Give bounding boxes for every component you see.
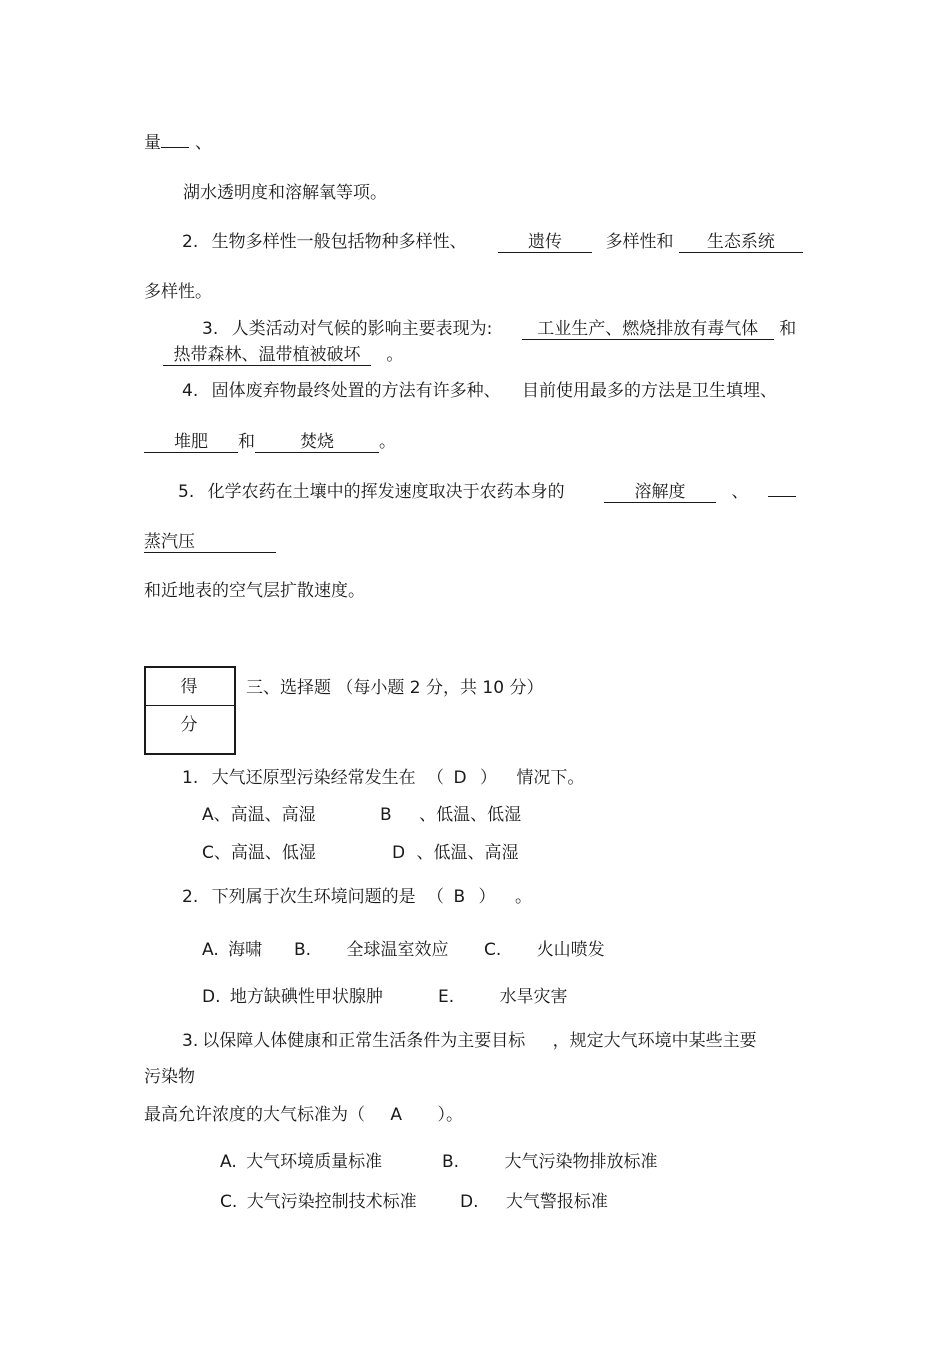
s3-q2-opt-b-text: 全球温室效应 — [346, 940, 449, 960]
q1-head: 量 — [144, 133, 161, 153]
q2-num: 2. — [182, 232, 199, 252]
q1-tail: 湖水透明度和溶解氧等项。 — [183, 183, 387, 203]
q5-line — [178, 481, 796, 503]
s3-q2-opt-d-text: 地方缺碘性甲状腺肿 — [229, 987, 383, 1007]
s3-q3-opt-d-text: 大气警报标准 — [505, 1192, 608, 1212]
q5-text: 化学农药在土壤中的挥发速度取决于农药本身的 — [207, 482, 565, 502]
s3-q3-opt-d-letter: D. — [460, 1192, 479, 1212]
s3-q2-opt-d — [202, 986, 383, 1008]
q2-tail: 多样性。 — [144, 282, 212, 302]
s3-q2-opt-a — [202, 939, 262, 961]
s3-q3-opt-a — [220, 1151, 382, 1173]
s3-q1-text: 大气还原型污染经常发生在 — [211, 768, 416, 788]
s3-q1-num: 1. — [182, 768, 199, 788]
q2-answer-1: 遗传 — [498, 232, 592, 253]
s3-q2-opt-a-text: 海啸 — [228, 940, 263, 960]
s3-q3-opt-b-text: 大气污染物排放标准 — [504, 1152, 658, 1172]
s3-q1-opt-c: C、高温、低湿 — [202, 843, 316, 863]
s3-q2-tail: 。 — [514, 887, 532, 907]
s3-q2-opt-e-letter: E. — [438, 987, 455, 1007]
s3-q3-opt-b-letter: B. — [442, 1152, 460, 1172]
s3-q2-opt-c-letter: C. — [484, 940, 502, 960]
s3-q2-opt-e-text: 水旱灾害 — [499, 987, 568, 1007]
s3-q3-text-2: 规定大气环境中某些主要 — [569, 1031, 757, 1051]
q3-line-2 — [163, 344, 403, 366]
s3-q2-answer: B — [453, 887, 466, 907]
q3-text: 人类活动对气候的影响主要表现为: — [231, 319, 493, 339]
s3-q1-paren-close: ） — [479, 768, 497, 788]
s3-q3-opt-c — [220, 1191, 417, 1213]
q2-text: 生物多样性一般包括物种多样性、 — [211, 232, 467, 252]
q4-end: 。 — [379, 432, 396, 452]
q5-line-2 — [144, 531, 276, 553]
s3-q1-opt-d-letter: D — [392, 843, 406, 863]
s3-q2-paren-open: （ — [427, 887, 445, 907]
s3-q2-num: 2. — [182, 887, 199, 907]
q4-text: 固体废弃物最终处置的方法有许多种、 — [211, 381, 501, 401]
q5-tail: 和近地表的空气层扩散速度。 — [144, 581, 365, 601]
section3-title: 三、选择题 （每小题 2 分，共 10 分） — [246, 678, 544, 698]
s3-q3-num: 3. — [182, 1031, 199, 1051]
s3-q2-opt-c-text: 火山喷发 — [536, 940, 605, 960]
s3-q3-opt-c-letter: C. — [220, 1192, 238, 1212]
s3-q2-opt-c — [484, 939, 605, 961]
q3-num: 3. — [202, 319, 219, 339]
s3-q1-paren-open: （ — [427, 768, 445, 788]
q4-line-2 — [144, 431, 396, 453]
s3-q1-opt-b-letter: B — [380, 805, 392, 825]
q5-sep: 、 — [731, 482, 749, 502]
s3-q3-answer: A — [390, 1105, 403, 1125]
score-box — [144, 666, 236, 755]
q3-answer-1: 工业生产、燃烧排放有毒气体 — [522, 319, 774, 340]
s3-q1-opt-d-text: 、低温、高湿 — [416, 843, 519, 863]
q5-answer-2: 蒸汽压 — [144, 532, 276, 553]
q4-line — [182, 380, 777, 402]
q5-num: 5. — [178, 482, 195, 502]
q4-num: 4. — [182, 381, 199, 401]
q4-mid: 和 — [238, 432, 255, 452]
q5-answer-1: 溶解度 — [604, 482, 716, 503]
s3-q1-opt-d — [392, 842, 519, 864]
s3-q1-line — [182, 767, 584, 789]
s3-q2-line — [182, 886, 532, 908]
q2-answer-2: 生态系统 — [679, 232, 803, 253]
q5-answer-2-start — [768, 496, 796, 497]
s3-q2-opt-b-letter: B. — [294, 940, 312, 960]
s3-q3-opt-d — [460, 1191, 608, 1213]
s3-q2-opt-b — [294, 939, 448, 961]
score-label: 得 分 — [146, 668, 234, 706]
q3-end: 。 — [386, 345, 404, 365]
q1-continuation — [144, 132, 212, 154]
s3-q2-opt-d-letter: D. — [202, 987, 221, 1007]
s3-q1-opt-b — [380, 804, 521, 826]
q4-text-2: 目前使用最多的方法是卫生填埋、 — [522, 381, 778, 401]
s3-q2-paren-close: ） — [478, 887, 496, 907]
s3-q3-opt-c-text: 大气污染控制技术标准 — [246, 1192, 417, 1212]
s3-q3-line-3 — [144, 1104, 463, 1126]
s3-q3-opt-b — [442, 1151, 657, 1173]
q3-answer-2: 热带森林、温带植被破坏 — [163, 345, 371, 366]
s3-q3-text: 以保障人体健康和正常生活条件为主要目标 — [202, 1031, 526, 1051]
q2-mid: 多样性和 — [605, 232, 674, 252]
s3-q3-opt-a-text: 大气环境质量标准 — [246, 1152, 383, 1172]
q3-line — [202, 318, 796, 340]
s3-q3-comma: ， — [552, 1031, 570, 1051]
q1-blank — [161, 147, 189, 148]
s3-q3-line-2: 污染物 — [144, 1067, 195, 1087]
s3-q1-tail: 情况下。 — [516, 768, 585, 788]
s3-q2-text: 下列属于次生环境问题的是 — [211, 887, 416, 907]
q4-answer-1: 堆肥 — [144, 432, 238, 453]
q2-line — [182, 231, 803, 253]
s3-q1-answer: D — [453, 768, 467, 788]
q3-mid: 和 — [779, 319, 797, 339]
s3-q3-line — [182, 1030, 757, 1052]
s3-q2-opt-e — [438, 986, 568, 1008]
s3-q3-line-3-text: 最高允许浓度的大气标准为（ — [144, 1105, 365, 1125]
s3-q1-opt-b-text: 、低温、低湿 — [419, 805, 522, 825]
s3-q2-opt-a-letter: A. — [202, 940, 219, 960]
s3-q1-opt-a: A、高温、高湿 — [202, 805, 316, 825]
s3-q3-line-3-end: ）。 — [437, 1105, 463, 1125]
q1-sep: 、 — [195, 133, 212, 153]
q4-answer-2: 焚烧 — [255, 432, 379, 453]
s3-q3-opt-a-letter: A. — [220, 1152, 237, 1172]
